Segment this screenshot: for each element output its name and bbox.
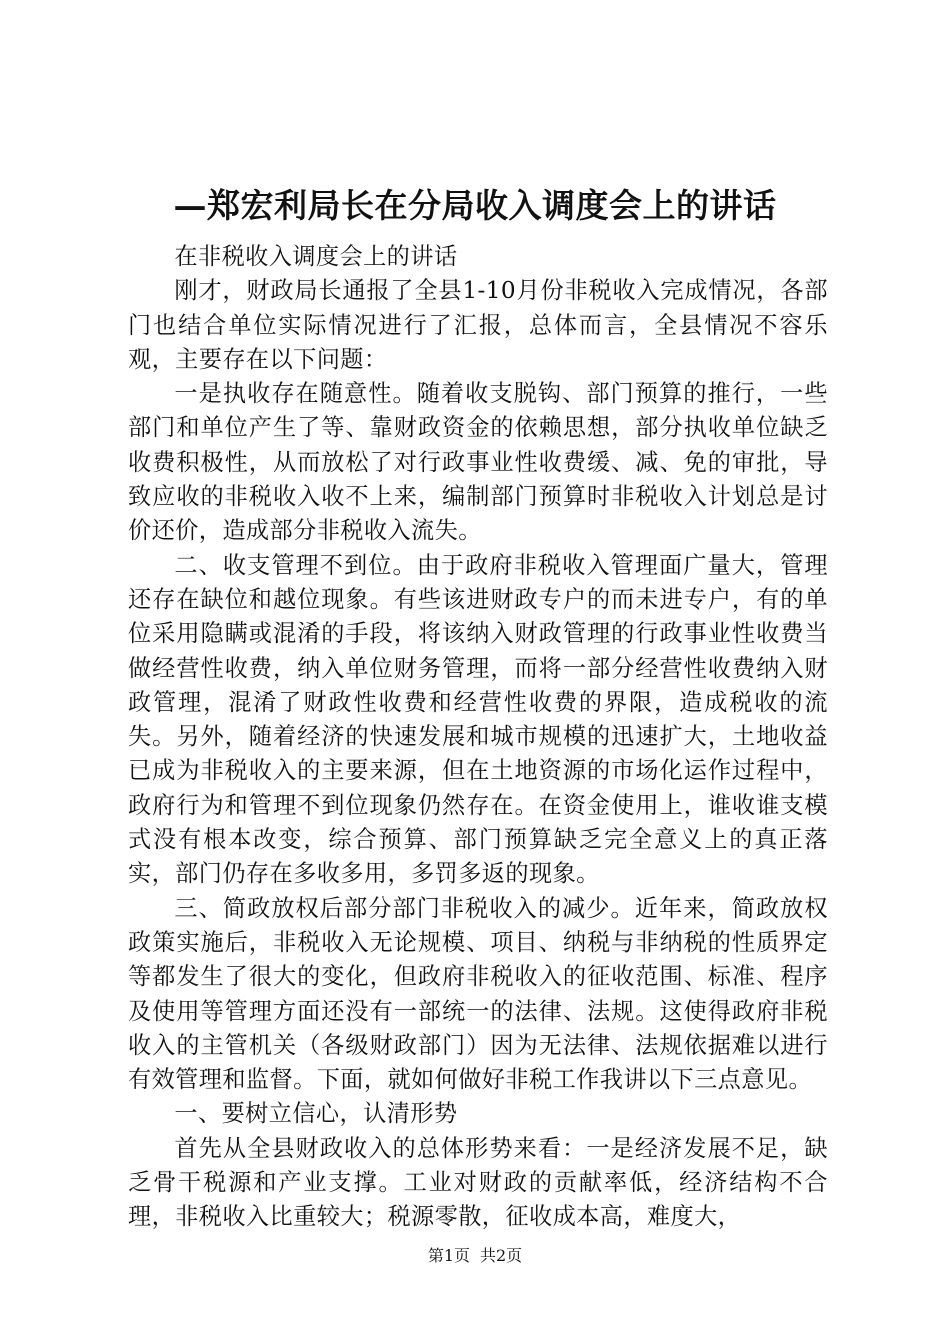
paragraph-issue-one: 一是执收存在随意性。随着收支脱钩、部门预算的推行，一些部门和单位产生了等、靠财政资金的依赖思想，部分执收单位缺乏收费积极性，从而放松了对行政事业性收费缓、减、免的审批，导致应收的非税收入收不上来，编制部门预算时非税收入计划总是讨价还价，造成部分非税收入流失。 — [128, 380, 828, 545]
document-title: —郑宏利局长在分局收入调度会上的讲话 — [173, 186, 777, 225]
page-number-current: 第1页 — [427, 1246, 470, 1265]
document-body — [128, 240, 828, 1235]
paragraph-subtitle: 在非税收入调度会上的讲话 — [174, 243, 458, 270]
page-number-total: 共2页 — [480, 1246, 523, 1265]
paragraph-situation: 首先从全县财政收入的总体形势来看：一是经济发展不足，缺乏骨干税源和产业支撑。工业对财政的贡献率低，经济结构不合理，非税收入比重较大；税源零散，征收成本高，难度大， — [128, 1134, 828, 1231]
paragraph-issue-three: 三、简政放权后部分部门非税收入的减少。近年来，简政放权政策实施后，非税收入无论规模、项目、纳税与非纳税的性质界定等都发生了很大的变化，但政府非税收入的征收范围、标准、程序及使用等管理方面还没有一部统一的法律、法规。这使得政府非税收入的主管机关（各级财政部门）因为无法律、法规依据难以进行有效管理和监督。下面，就如何做好非税工作我讲以下三点意见。 — [128, 894, 828, 1094]
page-footer — [0, 1245, 950, 1267]
paragraph-intro: 刚才，财政局长通报了全县1-10月份非税收入完成情况，各部门也结合单位实际情况进行了汇报，总体而言，全县情况不容乐观，主要存在以下问题： — [128, 277, 828, 373]
section-heading-one: 一、要树立信心，认清形势 — [174, 1100, 458, 1128]
paragraph-issue-two: 二、收支管理不到位。由于政府非税收入管理面广量大，管理还存在缺位和越位现象。有些该进财政专户的而未进专户，有的单位采用隐瞒或混淆的手段，将该纳入财政管理的行政事业性收费当做经营性收费，纳入单位财务管理，而将一部分经营性收费纳入财政管理，混淆了财政性收费和经营性收费的界限，造成税收的流失。另外，随着经济的快速发展和城市规模的迅速扩大，土地收益已成为非税收入的主要来源，但在土地资源的市场化运作过程中，政府行为和管理不到位现象仍然存在。在资金使用上，谁收谁支模式没有根本改变，综合预算、部门预算缺乏完全意义上的真正落实，部门仍存在多收多用，多罚多返的现象。 — [128, 551, 828, 888]
